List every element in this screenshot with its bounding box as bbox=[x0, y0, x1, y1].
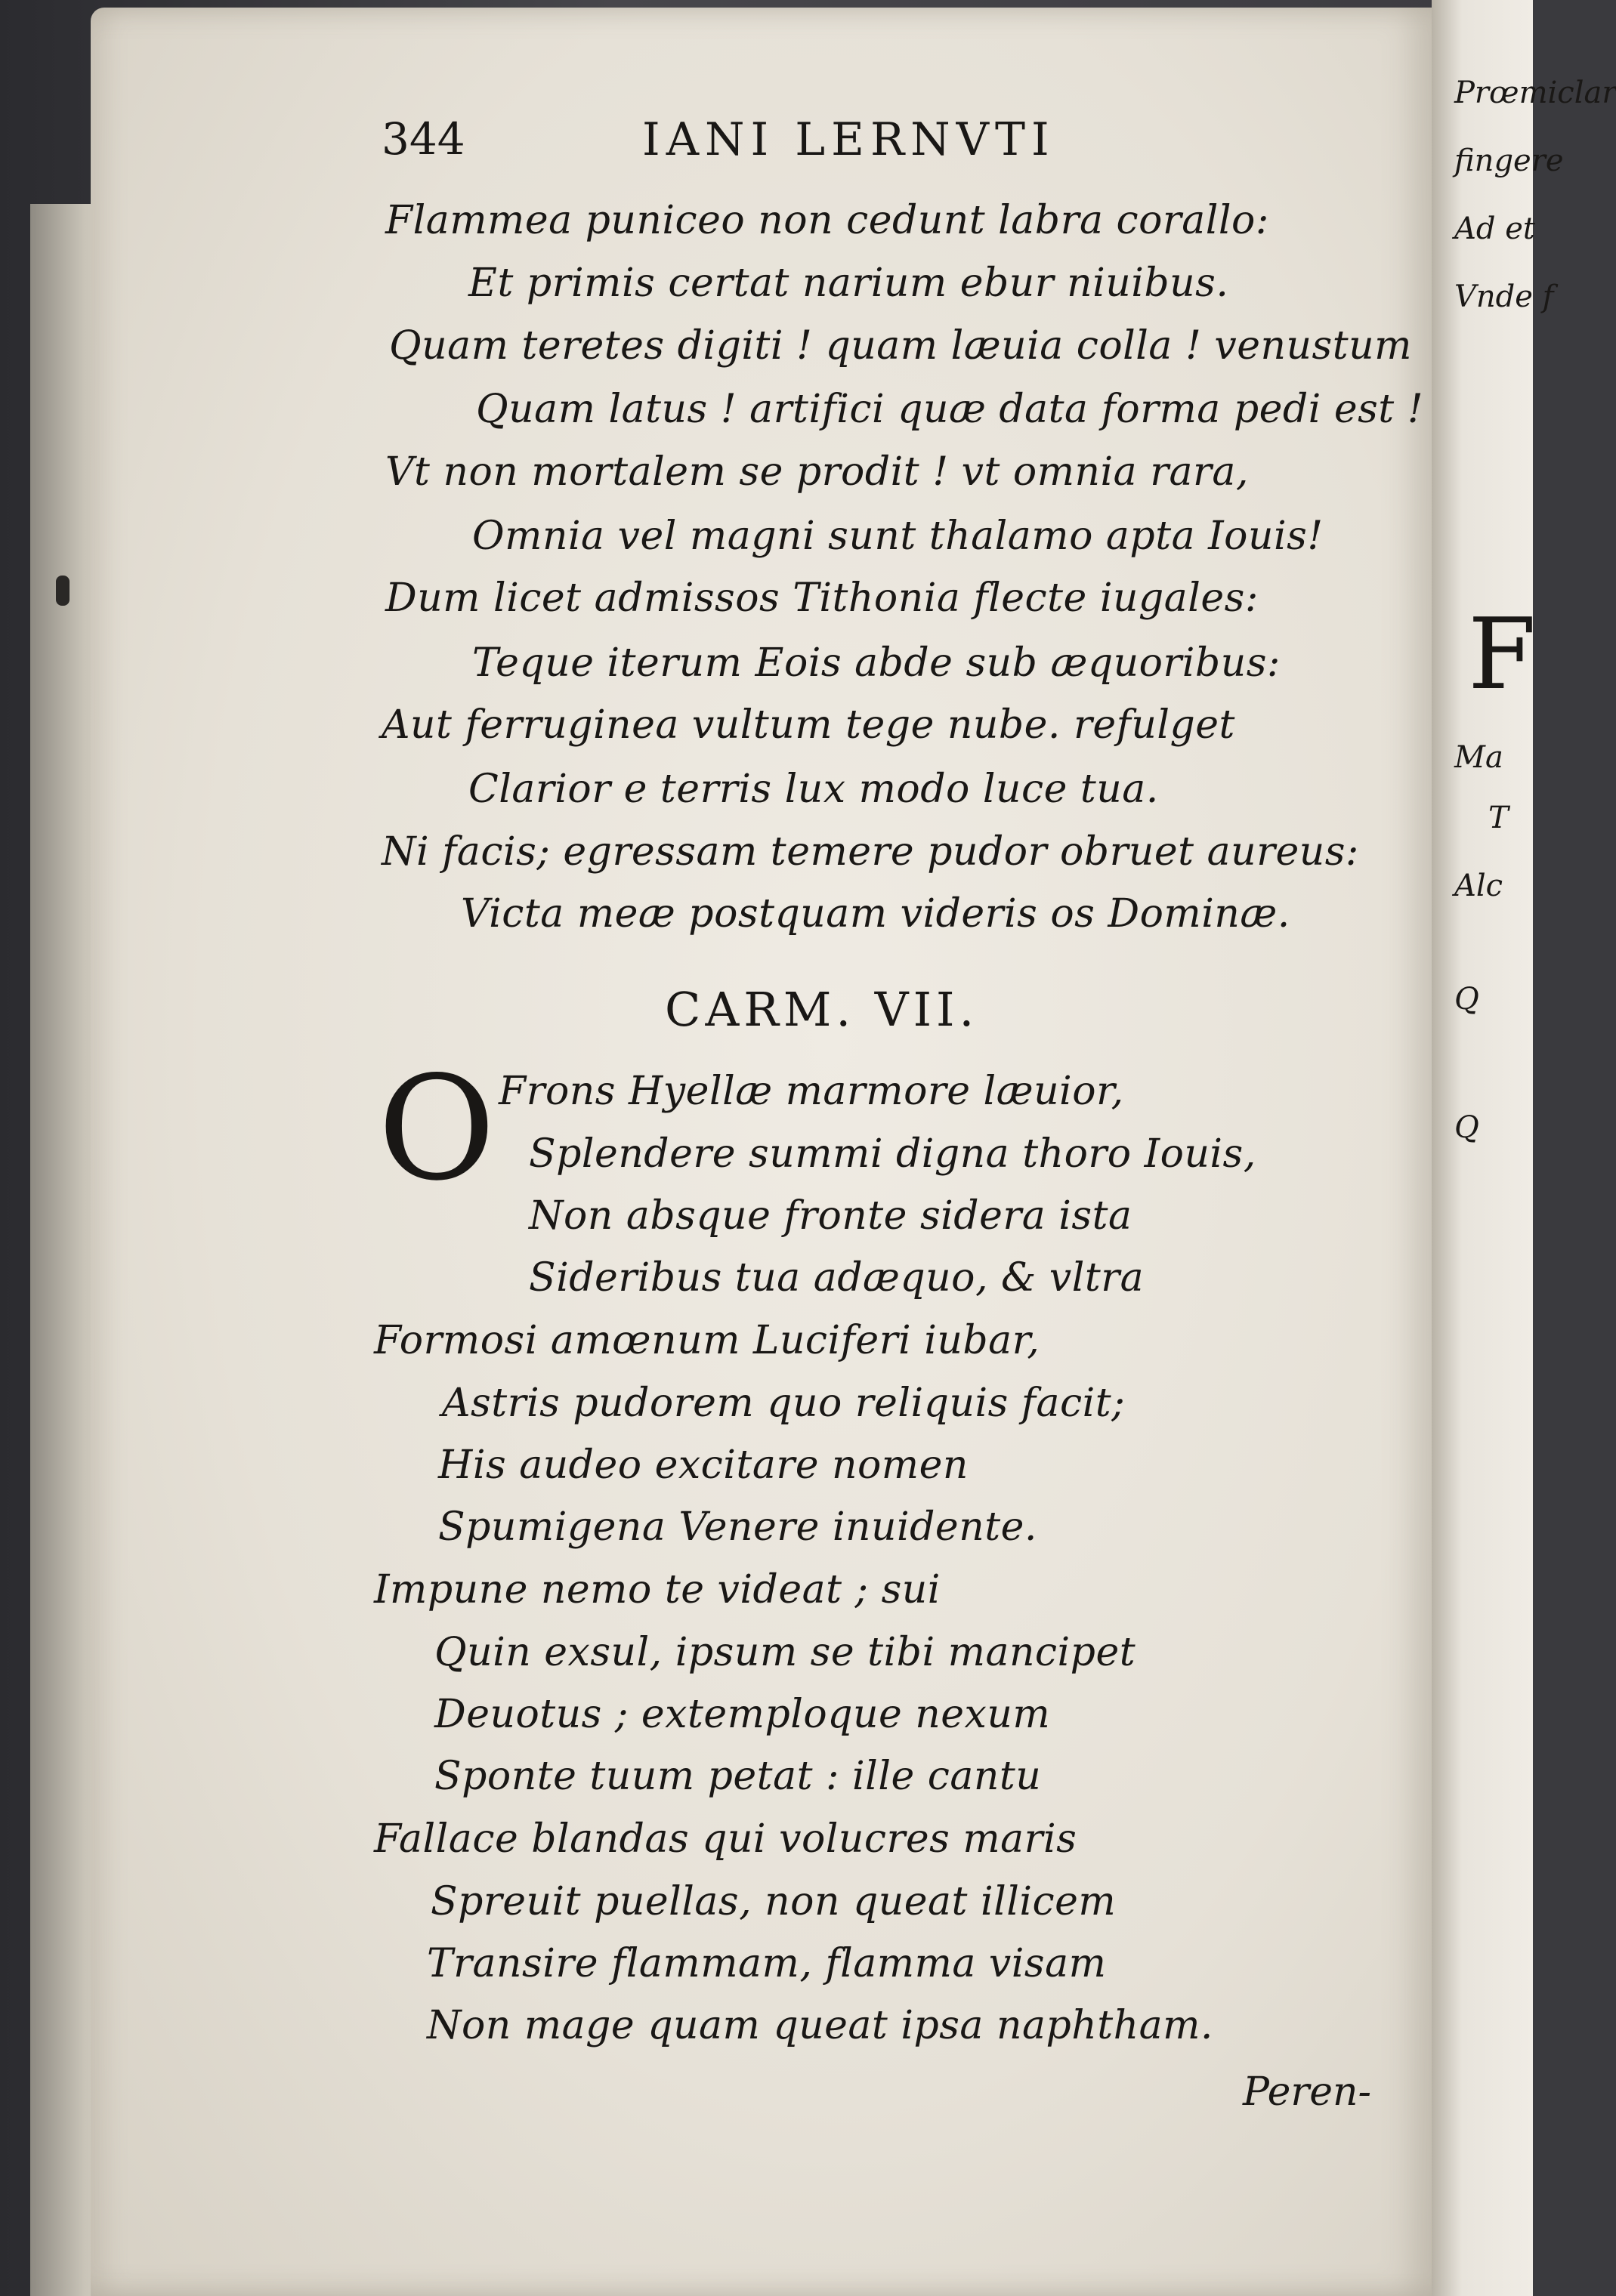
facing-fragment: Ad et bbox=[1454, 211, 1535, 246]
verse-line: Formosi amœnum Luciferi iubar, bbox=[374, 1318, 1040, 1363]
facing-fragment: T bbox=[1488, 801, 1509, 835]
verse-line: Non mage quam queat ipsa naphtham. bbox=[427, 2003, 1213, 2048]
verse-line: Quin exsul, ipsum se tibi mancipet bbox=[434, 1630, 1136, 1675]
verse-line: Frons Hyellæ marmore læuior, bbox=[499, 1069, 1124, 1114]
verse-line: Teque iterum Eois abde sub æquoribus: bbox=[472, 640, 1281, 686]
verse-line: Clarior e terris lux modo luce tua. bbox=[468, 767, 1159, 812]
verse-line: Victa meæ postquam videris os Dominæ. bbox=[461, 891, 1290, 937]
facing-fragment: fingere bbox=[1454, 144, 1564, 178]
verse-line: Non absque fronte sidera ista bbox=[529, 1193, 1132, 1239]
verse-line: Et primis certat narium ebur niuibus. bbox=[468, 261, 1229, 306]
verse-line: Flammea puniceo non cedunt labra corallo: bbox=[385, 198, 1269, 243]
verse-line: Astris pudorem quo reliquis facit; bbox=[442, 1381, 1126, 1426]
verse-line: Dum licet admissos Tithonia flecte iugales: bbox=[385, 576, 1259, 621]
verse-line: Spumigena Venere inuidente. bbox=[438, 1504, 1037, 1550]
verse-line: Deuotus ; extemploque nexum bbox=[434, 1692, 1051, 1737]
verse-line: Fallace blandas qui volucres maris bbox=[374, 1816, 1077, 1862]
facing-fragment: Vnde f bbox=[1454, 279, 1554, 314]
facing-fragment: Prœmiclar bbox=[1454, 76, 1616, 110]
verse-line: Quam teretes digiti ! quam læuia colla ! venustum bbox=[389, 323, 1412, 369]
verse-line: Vt non mortalem se prodit ! vt omnia rara, bbox=[385, 449, 1249, 495]
running-title: IANI LERNVTI bbox=[642, 113, 1055, 166]
facing-fragment: Alc bbox=[1454, 869, 1503, 903]
verse-line: Aut ferruginea vultum tege nube. refulget bbox=[382, 702, 1235, 748]
verse-line: Sponte tuum petat : ille cantu bbox=[434, 1754, 1042, 1799]
catchword: Peren- bbox=[1243, 2069, 1372, 2115]
verse-line: Transire flammam, flamma visam bbox=[427, 1941, 1107, 1986]
verse-line: Quam latus ! artifici quæ data forma pedi est ! bbox=[476, 387, 1424, 432]
verse-line: Ni facis; egressam temere pudor obruet aureus: bbox=[382, 829, 1359, 875]
verse-line: Impune nemo te videat ; sui bbox=[374, 1567, 941, 1612]
facing-fragment: Q bbox=[1454, 982, 1479, 1017]
verse-line: His audeo excitare nomen bbox=[438, 1443, 969, 1488]
drop-cap: O bbox=[378, 1045, 496, 1212]
verse-line: Spreuit puellas, non queat illicem bbox=[431, 1879, 1117, 1924]
facing-fragment: Q bbox=[1454, 1110, 1479, 1145]
section-heading: CARM. VII. bbox=[665, 982, 979, 1037]
facing-page bbox=[1432, 0, 1616, 2296]
verse-line: Sideribus tua adæquo, & vltra bbox=[529, 1255, 1145, 1301]
facing-initial: F bbox=[1468, 597, 1537, 711]
verse-line: Omnia vel magni sunt thalamo apta Iouis! bbox=[472, 514, 1324, 559]
facing-fragment: Ma bbox=[1454, 740, 1503, 775]
page-number: 344 bbox=[382, 113, 465, 165]
verse-line: Splendere summi digna thoro Iouis, bbox=[529, 1131, 1256, 1177]
spine-mark bbox=[56, 576, 70, 606]
